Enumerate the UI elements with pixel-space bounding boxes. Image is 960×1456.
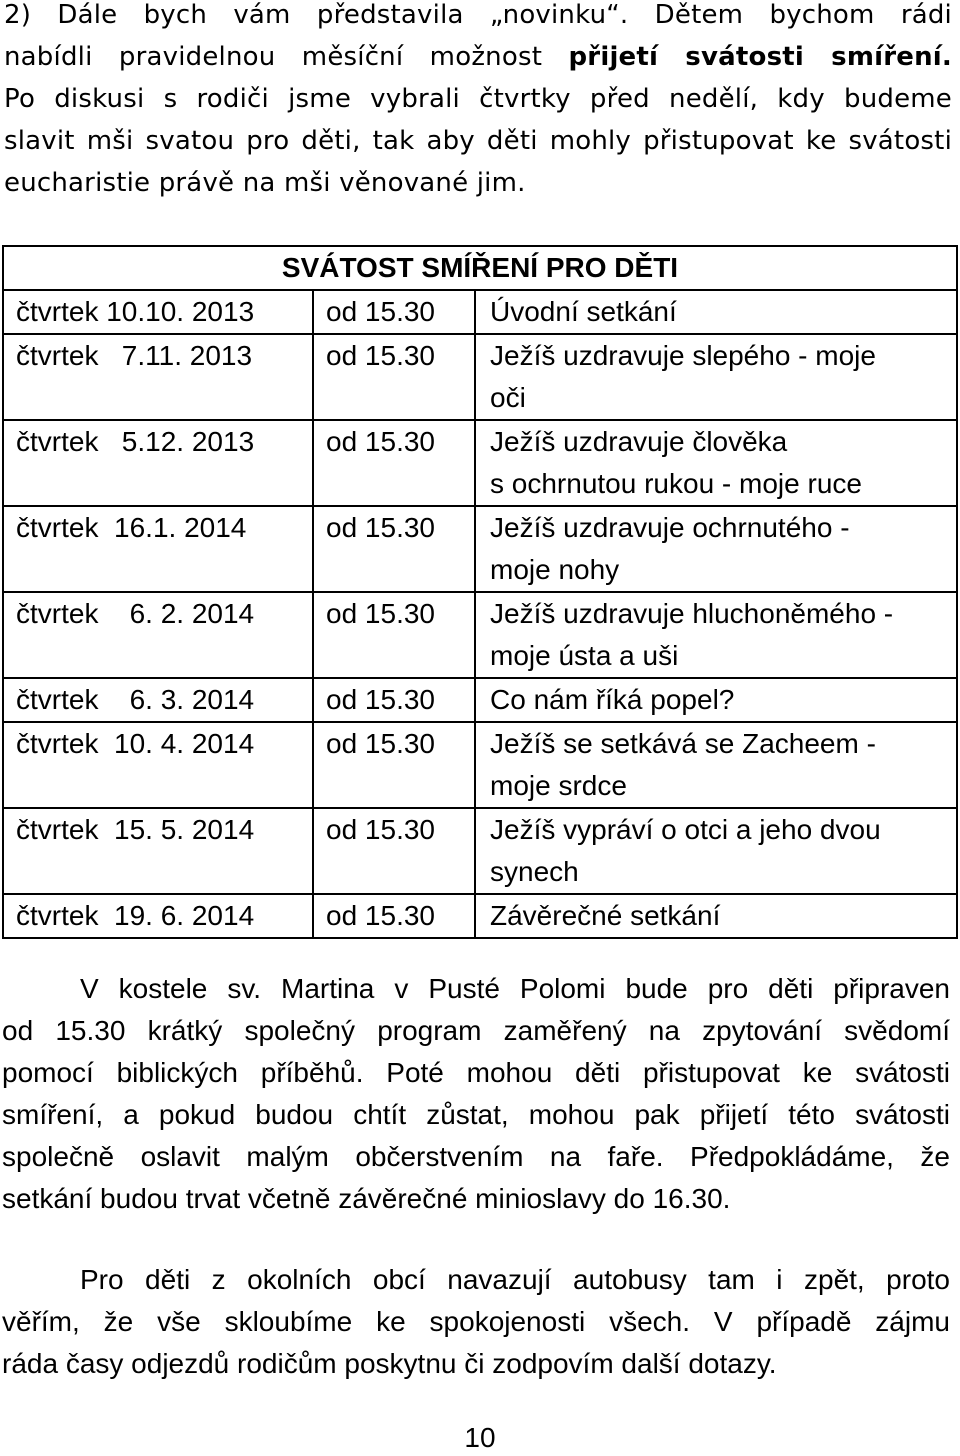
intro-line-3: Po diskusi s rodiči jsme vybrali čtvrtky před nedělí, kdy budeme xyxy=(4,84,952,114)
table-row xyxy=(3,290,957,334)
row-topic-line: oči xyxy=(490,382,526,413)
intro-line-2-text: nabídli pravidelnou měsíční možnost xyxy=(4,42,543,72)
row-topic xyxy=(475,722,957,808)
program-line-4: smíření, a pokud budou chtít zůstat, mohou pak přijetí této svátosti xyxy=(2,1099,950,1130)
row-topic-line: Ježíš uzdravuje slepého - moje xyxy=(490,340,876,371)
row-topic xyxy=(475,334,957,420)
row-topic-line: Ježíš uzdravuje hluchoněmého - xyxy=(490,598,894,629)
page-number: 10 xyxy=(464,1422,496,1453)
bus-line-1: Pro děti z okolních obcí navazují autobusy tam i zpět, proto xyxy=(80,1264,950,1295)
table-title-row xyxy=(3,246,957,290)
program-line-5: společně oslavit malým občerstvením na faře. Předpokládáme, že xyxy=(2,1141,950,1172)
table-row xyxy=(3,894,957,938)
schedule-body xyxy=(3,290,957,938)
row-topic-line: Závěrečné setkání xyxy=(490,900,721,931)
row-topic-line: Ježíš se setkává se Zacheem - xyxy=(490,728,876,759)
row-topic-line: moje ústa a uši xyxy=(490,640,679,671)
table-row xyxy=(3,808,957,894)
row-time: od 15.30 xyxy=(313,678,475,722)
table-row xyxy=(3,334,957,420)
row-topic xyxy=(475,808,957,894)
row-topic-line: Co nám říká popel? xyxy=(490,684,735,715)
intro-line-2 xyxy=(4,36,952,78)
row-date: čtvrtek 19. 6. 2014 xyxy=(3,894,313,938)
row-time: od 15.30 xyxy=(313,894,475,938)
intro-paragraph xyxy=(4,0,952,204)
row-time: od 15.30 xyxy=(313,722,475,808)
row-topic-line: Ježíš uzdravuje člověka xyxy=(490,426,788,457)
row-date: čtvrtek 10.10. 2013 xyxy=(3,290,313,334)
row-time: od 15.30 xyxy=(313,290,475,334)
row-date: čtvrtek 6. 2. 2014 xyxy=(3,592,313,678)
row-topic-line: Úvodní setkání xyxy=(490,296,677,327)
bus-line-2: věřím, že vše skloubíme ke spokojenosti všech. V případě zájmu xyxy=(2,1306,950,1337)
row-time: od 15.30 xyxy=(313,506,475,592)
row-topic xyxy=(475,290,957,334)
row-topic-line: s ochrnutou rukou - moje ruce xyxy=(490,468,862,499)
schedule-table xyxy=(2,245,958,939)
intro-line-4: slavit mši svatou pro děti, tak aby děti mohly přistupovat ke svátosti xyxy=(4,126,952,156)
program-line-3: pomocí biblických příběhů. Poté mohou děti přistupovat ke svátosti xyxy=(2,1057,950,1088)
row-topic-line: Ježíš uzdravuje ochrnutého - xyxy=(490,512,850,543)
table-title: SVÁTOST SMÍŘENÍ PRO DĚTI xyxy=(3,246,957,290)
row-time: od 15.30 xyxy=(313,420,475,506)
table-row xyxy=(3,722,957,808)
bus-line-3: ráda časy odjezdů rodičům poskytnu či zodpovím další dotazy. xyxy=(2,1348,777,1379)
program-paragraph xyxy=(2,968,950,1220)
row-topic xyxy=(475,592,957,678)
intro-line-1: 2) Dále bych vám představila „novinku“. Dětem bychom rádi xyxy=(4,0,952,30)
bus-paragraph xyxy=(2,1259,950,1385)
table-row xyxy=(3,678,957,722)
row-time: od 15.30 xyxy=(313,334,475,420)
row-topic xyxy=(475,420,957,506)
table-row xyxy=(3,420,957,506)
intro-bold-phrase: přijetí svátosti smíření. xyxy=(568,42,953,72)
row-topic-line: moje srdce xyxy=(490,770,627,801)
program-line-2: od 15.30 krátký společný program zaměřený na zpytování svědomí xyxy=(2,1015,950,1046)
program-line-6: setkání budou trvat včetně závěrečné minioslavy do 16.30. xyxy=(2,1183,731,1214)
table-row xyxy=(3,592,957,678)
row-date: čtvrtek 10. 4. 2014 xyxy=(3,722,313,808)
row-date: čtvrtek 5.12. 2013 xyxy=(3,420,313,506)
row-date: čtvrtek 6. 3. 2014 xyxy=(3,678,313,722)
intro-line-5: eucharistie právě na mši věnované jim. xyxy=(4,168,526,198)
table-row xyxy=(3,506,957,592)
row-date: čtvrtek 15. 5. 2014 xyxy=(3,808,313,894)
row-topic-line: moje nohy xyxy=(490,554,620,585)
row-topic-line: Ježíš vypráví o otci a jeho dvou xyxy=(490,814,881,845)
row-date: čtvrtek 16.1. 2014 xyxy=(3,506,313,592)
row-time: od 15.30 xyxy=(313,592,475,678)
row-topic xyxy=(475,678,957,722)
row-topic xyxy=(475,894,957,938)
row-time: od 15.30 xyxy=(313,808,475,894)
program-line-1: V kostele sv. Martina v Pusté Polomi bude pro děti připraven xyxy=(80,973,950,1004)
row-topic xyxy=(475,506,957,592)
row-date: čtvrtek 7.11. 2013 xyxy=(3,334,313,420)
row-topic-line: synech xyxy=(490,856,579,887)
